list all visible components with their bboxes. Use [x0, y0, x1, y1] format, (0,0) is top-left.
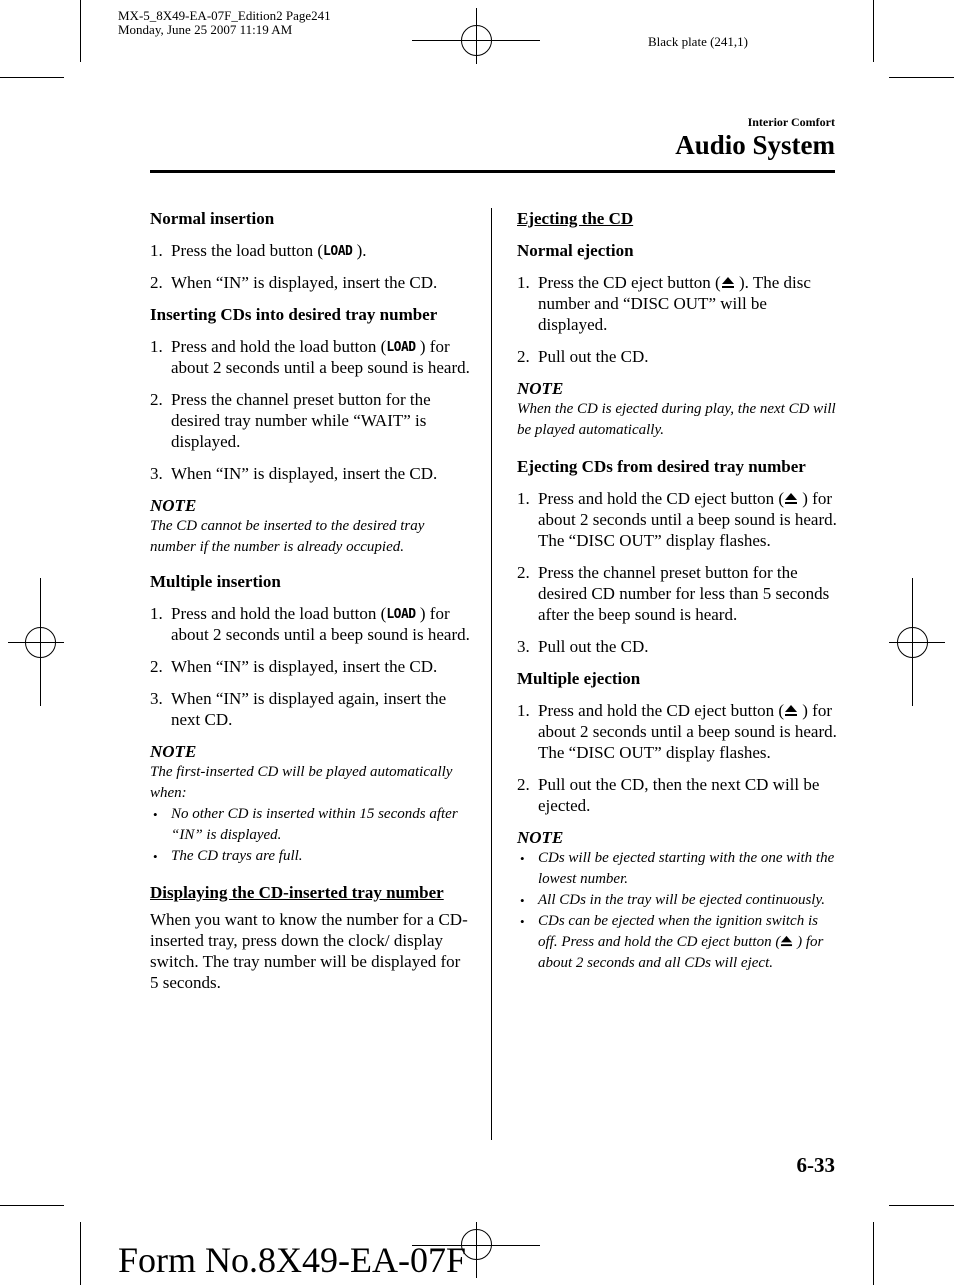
note-label: NOTE	[517, 379, 564, 398]
load-button-icon: LOAD	[386, 607, 416, 622]
list-item: 1. Press and hold the CD eject button ( ) for about 2 seconds until a beep sound is heard. The “DISC OUT” display flashes.	[517, 701, 837, 762]
note-text: The CD cannot be inserted to the desired tray number if the number is already occupied.	[150, 518, 425, 555]
note-text: The first-inserted CD will be played automatically when:	[150, 764, 453, 801]
list-item: 2. Pull out the CD, then the next CD will be ejected.	[517, 775, 820, 815]
list-item: 2. When “IN” is displayed, insert the CD.	[150, 657, 438, 676]
list-item: 3. Pull out the CD.	[517, 637, 649, 656]
list-item: 1. Press and hold the CD eject button ( ) for about 2 seconds until a beep sound is heard. The “DISC OUT” display flashes.	[517, 489, 837, 550]
bullet-icon: •	[520, 893, 525, 908]
bullet-icon: •	[153, 849, 158, 864]
bullet-item: • No other CD is inserted within 15 seconds after “IN” is displayed.	[153, 806, 458, 843]
note-label: NOTE	[517, 828, 564, 847]
list-item: 3. When “IN” is displayed, insert the CD.	[150, 464, 438, 483]
print-slug	[118, 9, 331, 37]
multiple-insertion-heading: Multiple insertion	[150, 572, 281, 591]
tray-insertion-heading: Inserting CDs into desired tray number	[150, 305, 438, 324]
note-text: When the CD is ejected during play, the next CD will be played automatically.	[517, 401, 836, 438]
eject-icon	[784, 704, 798, 717]
list-item: 1. Press and hold the load button (LOAD ) for about 2 seconds until a beep sound is heard.	[150, 604, 470, 644]
print-plate: Black plate (241,1)	[648, 34, 748, 49]
display-tray-heading: Displaying the CD-inserted tray number	[150, 883, 444, 902]
list-item: 3. When “IN” is displayed again, insert the next CD.	[150, 689, 447, 729]
bullet-item: • CDs can be ejected when the ignition switch is off. Press and hold the CD eject button ( ) for about 2 seconds and all CDs will eject.	[520, 913, 824, 971]
list-item: 1. Press the CD eject button ( ). The disc number and “DISC OUT” will be displayed.	[517, 273, 811, 334]
print-file-line: MX-5_8X49-EA-07F_Edition2 Page241	[118, 8, 331, 23]
eject-icon	[780, 935, 793, 947]
display-tray-body: When you want to know the number for a CD-inserted tray, press down the clock/ display switch. The tray number will be displayed for 5 seconds.	[150, 910, 468, 992]
bullet-item: • CDs will be ejected starting with the one with the lowest number.	[520, 850, 835, 887]
page-title: Audio System	[675, 130, 835, 160]
load-button-icon: LOAD	[323, 244, 353, 259]
note-label: NOTE	[150, 742, 197, 761]
normal-ejection-heading: Normal ejection	[517, 241, 634, 260]
list-item: 2. Press the channel preset button for the desired tray number while “WAIT” is displayed.	[150, 390, 431, 451]
page-number: 6-33	[796, 1153, 835, 1177]
form-number: Form No.8X49-EA-07F	[118, 1240, 466, 1280]
list-item: 2. Press the channel preset button for the desired CD number for less than 5 seconds after the beep sound is heard.	[517, 563, 830, 624]
tray-ejection-heading: Ejecting CDs from desired tray number	[517, 457, 806, 476]
bullet-icon: •	[520, 914, 525, 929]
list-item: 2. Pull out the CD.	[517, 347, 649, 366]
eject-icon	[784, 492, 798, 505]
note-label: NOTE	[150, 496, 197, 515]
ejecting-heading: Ejecting the CD	[517, 209, 634, 228]
list-item: 1. Press and hold the load button (LOAD ) for about 2 seconds until a beep sound is heard.	[150, 337, 470, 377]
bullet-icon: •	[153, 807, 158, 822]
eject-icon	[721, 276, 735, 289]
multiple-ejection-heading: Multiple ejection	[517, 669, 641, 688]
normal-insertion-heading: Normal insertion	[150, 209, 275, 228]
list-item: 1. Press the load button (LOAD ).	[150, 241, 367, 260]
list-item: 2. When “IN” is displayed, insert the CD.	[150, 273, 438, 292]
right-column	[517, 208, 837, 974]
header-rule	[150, 170, 835, 173]
left-column	[150, 208, 470, 1004]
bullet-icon: •	[520, 851, 525, 866]
bullet-item: • The CD trays are full.	[150, 846, 470, 867]
column-divider	[491, 208, 492, 1140]
print-date-line: Monday, June 25 2007 11:19 AM	[118, 22, 293, 37]
bullet-item: • All CDs in the tray will be ejected continuously.	[517, 890, 837, 911]
load-button-icon: LOAD	[386, 340, 416, 355]
section-label: Interior Comfort	[747, 115, 835, 129]
